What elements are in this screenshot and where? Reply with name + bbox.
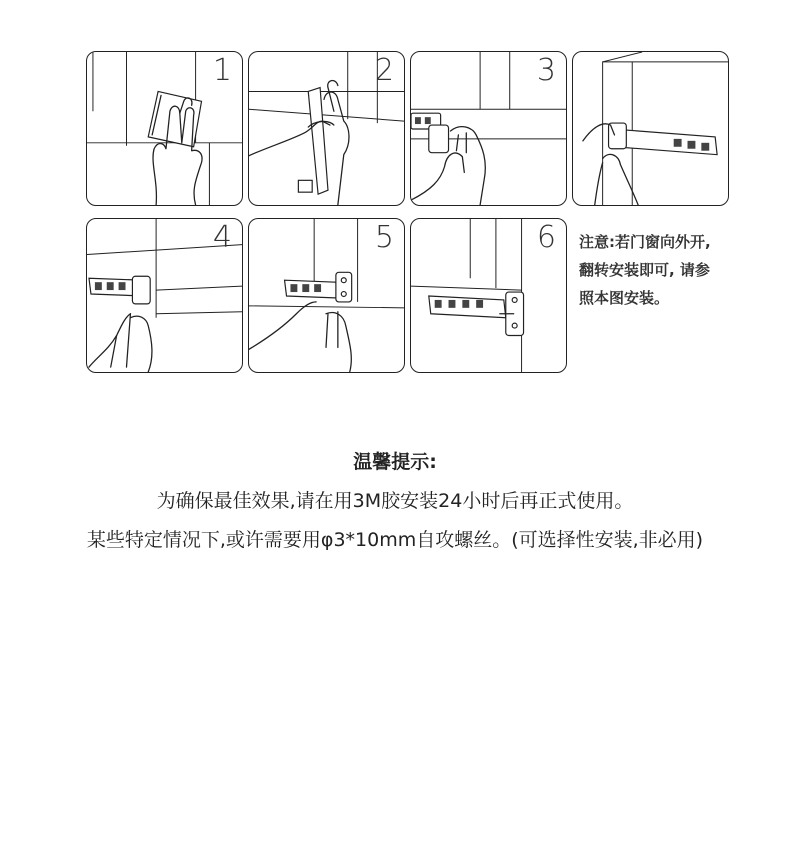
note-line: 翻转安装即可, 请参 [579, 261, 710, 279]
tips-title: 温馨提示: [353, 451, 437, 473]
step-3-illustration [410, 51, 567, 206]
step-5-illustration [248, 218, 405, 373]
note-line: 照本图安装。 [579, 289, 670, 307]
flipped-install-drawing [573, 52, 728, 205]
tips-line: 为确保最佳效果,请在用3M胶安装24小时后再正式使用。 [156, 490, 634, 512]
step-number: 2 [374, 53, 394, 88]
note-line: 注意:若门窗向外开, [579, 233, 711, 251]
step-4-illustration [86, 218, 243, 373]
step-number: 5 [374, 220, 394, 255]
step-2-illustration [248, 51, 405, 206]
step-number: 4 [212, 220, 232, 255]
step-number: 1 [212, 53, 232, 88]
step-number: 6 [536, 220, 556, 255]
step-number: 3 [536, 53, 556, 88]
step-1-illustration [86, 51, 243, 206]
installation-note [579, 228, 759, 312]
tips-line: 某些特定情况下,或许需要用φ3*10mm自攻螺丝。(可选择性安装,非必用) [86, 529, 704, 551]
step-6-illustration [410, 218, 567, 373]
step-flip-illustration [572, 51, 729, 206]
